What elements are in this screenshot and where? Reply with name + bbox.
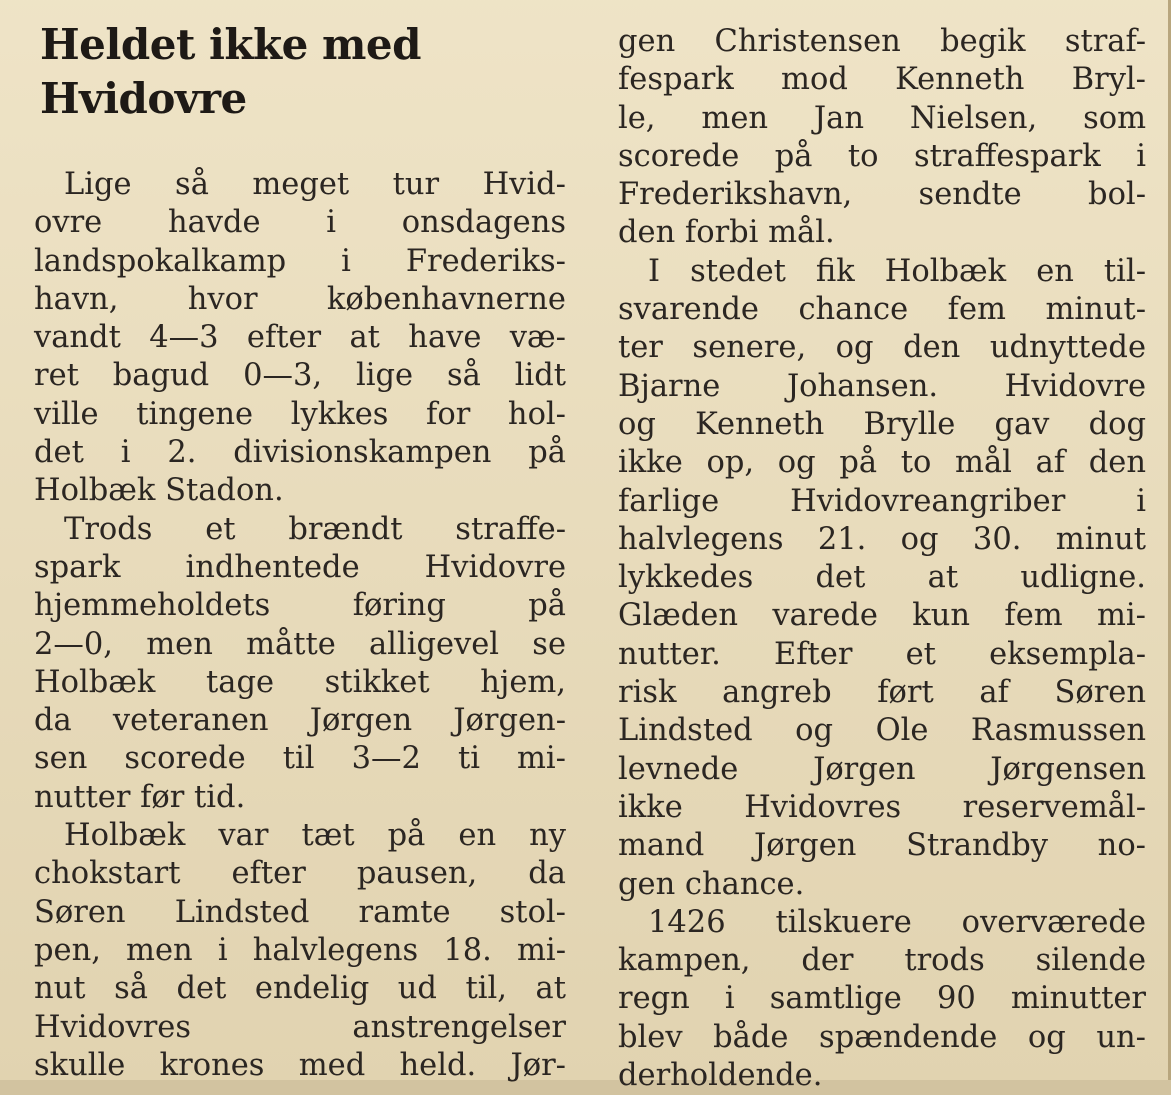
article-body-left [34, 166, 566, 1085]
article-text-line: fespark mod Kenneth Bryl- [618, 62, 1146, 98]
article-text-line: risk angreb ført af Søren [618, 675, 1146, 711]
article-text-line: hjemmeholdets føring på [34, 588, 566, 624]
article-text-line: lykkedes det at udligne. [618, 560, 1146, 596]
headline-line: Heldet ikke med [40, 20, 421, 69]
article-text-line: chokstart efter pausen, da [34, 856, 566, 892]
article-text-line: farlige Hvidovreangriber i [618, 483, 1146, 519]
article-text-line: ikke Hvidovres reservemål- [618, 789, 1146, 825]
article-text-line: pen, men i halvlegens 18. mi- [34, 932, 566, 968]
article-text-line: havn, hvor københavnerne [34, 281, 566, 317]
article-text-line: nutter. Efter et eksempla- [618, 636, 1146, 672]
article-text-line: ter senere, og den udnyttede [618, 330, 1146, 366]
article-text-line: Bjarne Johansen. Hvidovre [618, 368, 1146, 404]
article-text-line: landspokalkamp i Frederiks- [34, 243, 566, 279]
article-headline [40, 18, 540, 126]
article-text-line: gen chance. [618, 866, 805, 902]
article-text-line: gen Christensen begik straf- [618, 24, 1146, 59]
article-text-line: blev både spændende og un- [618, 1019, 1146, 1055]
article-text-line: Holbæk var tæt på en ny [64, 818, 566, 854]
article-text-line: og Kenneth Brylle gav dog [618, 406, 1146, 442]
article-text-line: ovre havde i onsdagens [34, 205, 566, 241]
article-text-line: mand Jørgen Strandby no- [618, 828, 1146, 864]
headline-line: Hvidovre [40, 74, 247, 123]
article-text-line: det i 2. divisionskampen på [34, 435, 566, 471]
article-text-line: Holbæk tage stikket hjem, [34, 664, 566, 700]
article-text-line: scorede på to straffespark i [618, 138, 1146, 174]
article-text-line: 1426 tilskuere overværede [648, 904, 1146, 940]
article-text-line: Lindsted og Ole Rasmussen [618, 713, 1146, 749]
article-text-line: svarende chance fem minut- [618, 292, 1146, 328]
article-text-line: spark indhentede Hvidovre [34, 549, 566, 585]
article-text-line: 2—0, men måtte alligevel se [34, 626, 566, 662]
article-text-line: nutter før tid. [34, 779, 246, 815]
article-text-line: derholdende. [618, 1058, 823, 1094]
article-text-line: kampen, der trods silende [618, 943, 1146, 979]
article-text-line: da veteranen Jørgen Jørgen- [34, 703, 566, 739]
article-text-line: ville tingene lykkes for hol- [34, 396, 566, 432]
article-text-line: den forbi mål. [618, 215, 835, 251]
article-text-line: halvlegens 21. og 30. minut [618, 521, 1146, 557]
article-text-line: sen scorede til 3—2 ti mi- [34, 741, 566, 777]
article-text-line: skulle krones med held. Jør- [34, 1047, 566, 1083]
article-text-line: nut så det endelig ud til, at [34, 971, 566, 1007]
article-text-line: Glæden varede kun fem mi- [618, 598, 1146, 634]
article-text-line: le, men Jan Nielsen, som [618, 100, 1146, 136]
article-text-line: Frederikshavn, sendte bol- [618, 177, 1146, 213]
article-text-line: levnede Jørgen Jørgensen [618, 751, 1146, 787]
article-text-line: I stedet fik Holbæk en til- [648, 253, 1146, 289]
article-text-line: vandt 4—3 efter at have væ- [34, 320, 566, 356]
article-text-line: Lige så meget tur Hvid- [64, 167, 566, 202]
article-text-line: ikke op, og på to mål af den [618, 445, 1146, 481]
article-text-line: ret bagud 0—3, lige så lidt [34, 358, 566, 394]
article-body-right [618, 23, 1146, 1095]
article-text-line: Hvidovres anstrengelser [34, 1009, 566, 1045]
article-text-line: Søren Lindsted ramte stol- [34, 894, 566, 930]
article-text-line: regn i samtlige 90 minutter [618, 981, 1146, 1017]
article-text-line: Trods et brændt straffe- [64, 511, 566, 547]
article-text-line: Holbæk Stadon. [34, 473, 284, 509]
